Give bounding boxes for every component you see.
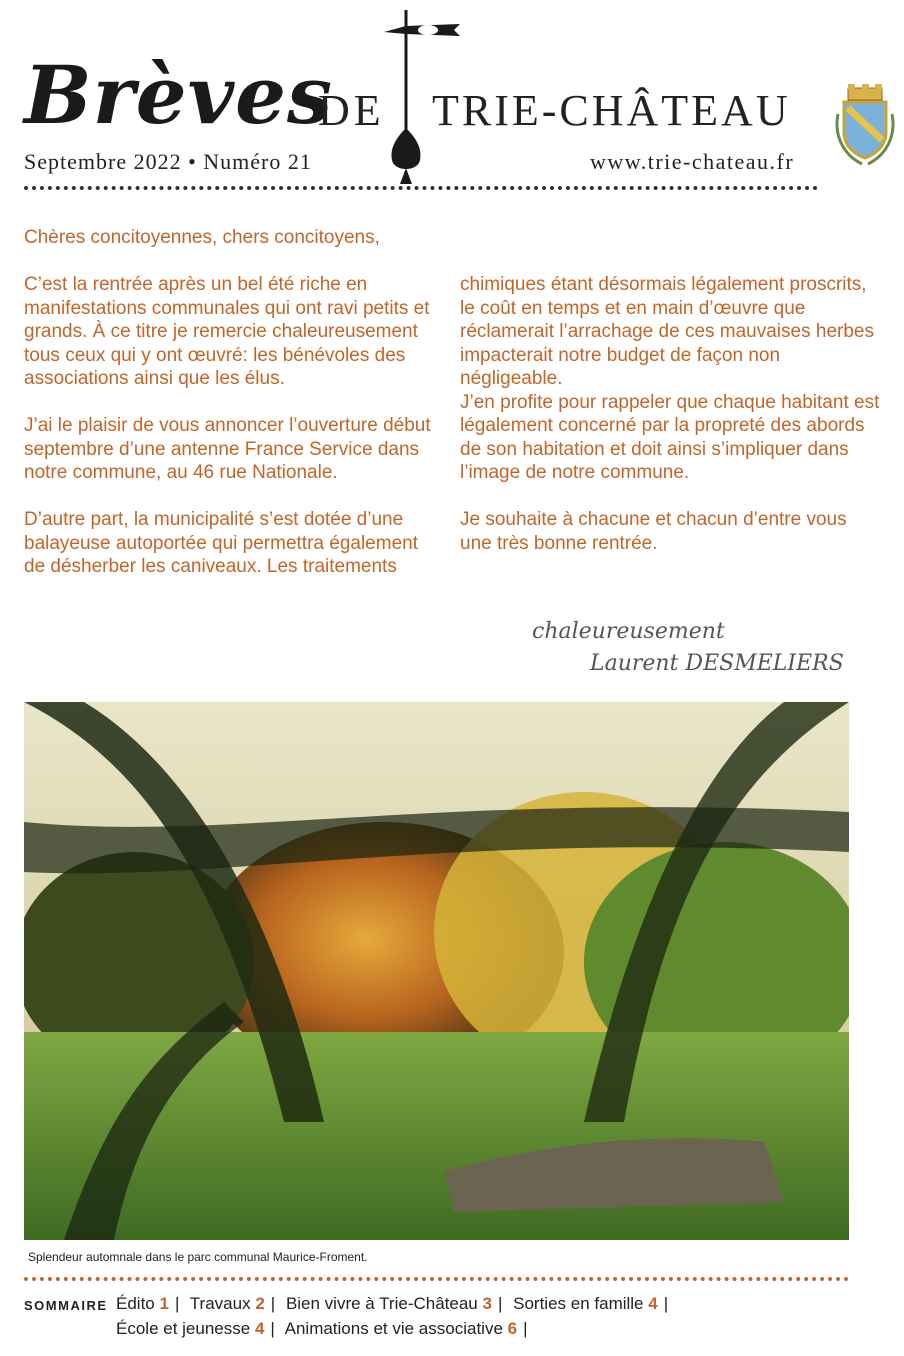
toc-item-edito[interactable] <box>116 1294 169 1313</box>
toc-item-page: 2 <box>255 1294 265 1313</box>
toc-item-label: Bien vivre à Trie-Château <box>285 1294 478 1313</box>
toc-item-page: 1 <box>159 1294 169 1313</box>
toc-item-page: 4 <box>254 1319 265 1338</box>
masthead-title-breves: Brèves <box>24 48 334 142</box>
toc-separator: | <box>270 1294 276 1313</box>
park-photo <box>24 702 849 1240</box>
toc-item-page: 6 <box>507 1319 518 1338</box>
toc-item-label: Travaux <box>189 1294 251 1313</box>
toc-separator: | <box>174 1294 180 1313</box>
dotted-divider-bottom <box>24 1277 849 1281</box>
toc-item-label: Sorties en famille <box>513 1294 644 1313</box>
editorial-right-column <box>460 273 880 555</box>
toc-separator: | <box>270 1319 275 1338</box>
toc-item-travaux[interactable] <box>190 1294 265 1313</box>
editorial-paragraph: C’est la rentrée après un bel été riche en manifestations communales qui ont ravi petits et grands. À ce titre je remercie chaleureusement tous ceux qui y ont œuvré: les bénévoles des associations ainsi que les élus. <box>24 274 430 389</box>
editorial-greeting: Chères concitoyennes, chers concitoyens, <box>24 227 380 248</box>
photo-caption: Splendeur automnale dans le parc communal Maurice-Froment. <box>28 1250 368 1264</box>
editorial-paragraph: D’autre part, la municipalité s’est dotée d’une balayeuse autoportée qui permettra également de désherber les caniveaux. Les traitements <box>24 509 418 577</box>
town-crest-icon <box>832 84 898 170</box>
toc-item-animations[interactable] <box>285 1319 517 1338</box>
toc-separator: | <box>497 1294 503 1313</box>
sommaire-label: SOMMAIRE <box>24 1298 108 1313</box>
dotted-divider-top <box>24 186 818 190</box>
website-url[interactable]: www.trie-chateau.fr <box>590 149 795 174</box>
issue-date-number: Septembre 2022 • Numéro 21 <box>24 149 312 174</box>
toc-item-page: 4 <box>648 1294 658 1313</box>
editorial-paragraph: J’ai le plaisir de vous annoncer l’ouverture début septembre d’une antenne France Service dans notre commune, au 46 rue Nationale. <box>24 415 431 483</box>
toc-separator: | <box>523 1319 528 1338</box>
toc-item-sorties[interactable] <box>513 1294 658 1313</box>
toc-item-label: Édito <box>116 1294 155 1313</box>
toc-item-bien-vivre[interactable] <box>286 1294 492 1313</box>
sommaire-line <box>116 1293 674 1315</box>
toc-item-page: 3 <box>482 1294 492 1313</box>
editorial-paragraph: Je souhaite à chacune et chacun d’entre vous une très bonne rentrée. <box>460 509 847 554</box>
sommaire-line <box>116 1318 534 1340</box>
mayor-signature <box>530 612 860 682</box>
toc-separator: | <box>663 1294 669 1313</box>
editorial-paragraph: J’en profite pour rappeler que chaque habitant est légalement concerné par la propreté des abords de son habitation et doit ainsi s’impliquer dans l’image de notre commune. <box>460 391 880 483</box>
signature-line-2: Laurent DESMELIERS <box>590 651 844 676</box>
toc-item-ecole[interactable] <box>116 1319 264 1338</box>
masthead-title-de: DE <box>318 86 385 135</box>
masthead-title-town: TRIE-CHÂTEAU <box>432 86 791 135</box>
editorial-paragraph: chimiques étant désormais légalement proscrits, le coût en temps et en main d’œuvre que réclamerait l’arrachage de ces mauvaises herbes impacterait notre budget de façon non négligeable. <box>460 274 874 389</box>
toc-item-label: École et jeunesse <box>116 1319 251 1338</box>
editorial-left-column <box>24 273 434 579</box>
weathervane-icon <box>370 8 470 188</box>
signature-line-1: chaleureusement <box>532 619 725 644</box>
toc-item-label: Animations et vie associative <box>284 1319 503 1338</box>
